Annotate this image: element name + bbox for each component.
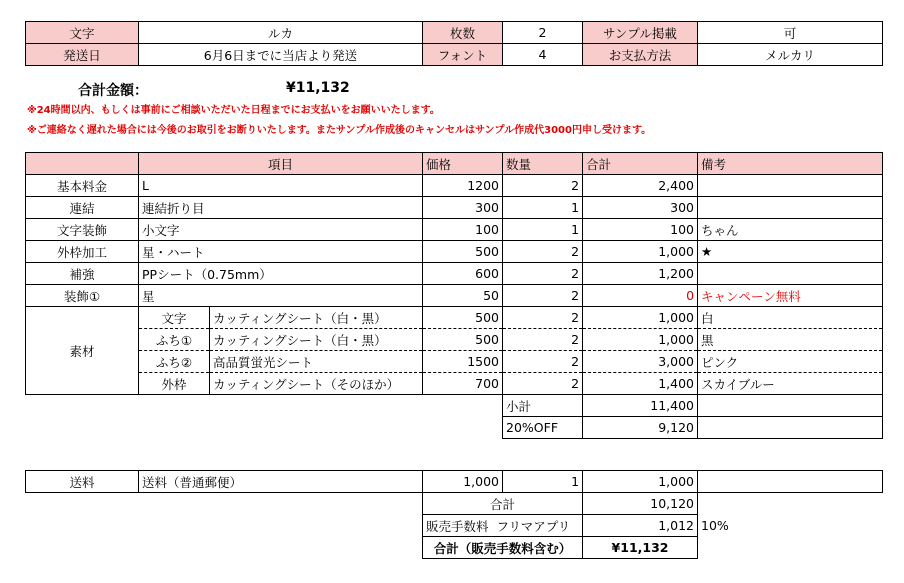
material-row (26, 373, 883, 395)
row-cat: 補強 (26, 263, 139, 285)
row-item: 連結折り目 (139, 197, 423, 219)
row-cat: 外枠加工 (26, 241, 139, 263)
subtotal-label: 小計 (503, 395, 583, 417)
material-item: カッティングシート（そのほか） (210, 373, 423, 395)
label-ship-date: 発送日 (26, 44, 139, 66)
shipping-sum: 1,000 (583, 471, 698, 493)
value-text: ルカ (139, 22, 423, 44)
row-sum: 1,000 (583, 241, 698, 263)
material-price: 500 (423, 329, 503, 351)
material-remarks: ピンク (698, 351, 883, 373)
total-row-label: 合計 (423, 493, 583, 515)
material-sum: 1,000 (583, 329, 698, 351)
material-qty: 2 (503, 351, 583, 373)
fee-row (26, 515, 883, 537)
shipping-qty: 1 (503, 471, 583, 493)
value-ship-date: 6月6日までに当店より発送 (139, 44, 423, 66)
material-item: カッティングシート（白・黒） (210, 329, 423, 351)
header-qty: 数量 (503, 153, 583, 175)
header-price: 価格 (423, 153, 503, 175)
shipping-cat: 送料 (26, 471, 139, 493)
table-row (26, 241, 883, 263)
row-price: 1200 (423, 175, 503, 197)
order-info-table (25, 21, 883, 66)
row-item: L (139, 175, 423, 197)
label-text: 文字 (26, 22, 139, 44)
header-item: 項目 (139, 153, 423, 175)
label-count: 枚数 (423, 22, 503, 44)
table-row (26, 197, 883, 219)
note-payment: ※24時間以内、もしくは事前にご相談いただいた日程までにお支払いをお願いいたします。 (27, 105, 440, 116)
material-qty: 2 (503, 329, 583, 351)
grand-total-label: 合計（販売手数料含む） (423, 537, 583, 559)
row-cat: 基本料金 (26, 175, 139, 197)
value-font: 4 (503, 44, 583, 66)
row-qty: 1 (503, 219, 583, 241)
material-sub: ふち② (139, 351, 210, 373)
row-sum: 300 (583, 197, 698, 219)
shipping-table (25, 470, 883, 559)
discount-label: 20%OFF (503, 417, 583, 439)
table-header (26, 153, 883, 175)
material-qty: 2 (503, 307, 583, 329)
material-sum: 1,000 (583, 307, 698, 329)
table-row (26, 263, 883, 285)
fee-label-sub: フリマアプリ (496, 518, 571, 534)
row-sum: 100 (583, 219, 698, 241)
material-price: 1500 (423, 351, 503, 373)
label-payment: お支払方法 (583, 44, 698, 66)
value-sample: 可 (698, 22, 883, 44)
fee-label (423, 515, 583, 537)
row-qty: 2 (503, 285, 583, 307)
grand-total-row (26, 537, 883, 559)
shipping-price: 1,000 (423, 471, 503, 493)
material-remarks: スカイブルー (698, 373, 883, 395)
row-remarks (698, 197, 883, 219)
material-row (26, 307, 883, 329)
subtotal-value: 11,400 (583, 395, 698, 417)
material-row (26, 329, 883, 351)
row-item: 小文字 (139, 219, 423, 241)
material-sub: ふち① (139, 329, 210, 351)
table-row (26, 219, 883, 241)
row-item: 星 (139, 285, 423, 307)
label-sample: サンプル掲載 (583, 22, 698, 44)
header-sum: 合計 (583, 153, 698, 175)
row-sum: 2,400 (583, 175, 698, 197)
material-sum: 3,000 (583, 351, 698, 373)
fee-rate: 10% (701, 518, 729, 533)
row-qty: 1 (503, 197, 583, 219)
material-price: 700 (423, 373, 503, 395)
discount-row (26, 417, 883, 439)
table-row (26, 285, 883, 307)
item-table (25, 152, 883, 439)
row-remarks (698, 263, 883, 285)
row-qty: 2 (503, 175, 583, 197)
shipping-row (26, 471, 883, 493)
table-row (26, 175, 883, 197)
row-remarks: ちゃん (698, 219, 883, 241)
value-count: 2 (503, 22, 583, 44)
subtotal-row (26, 395, 883, 417)
value-payment: メルカリ (698, 44, 883, 66)
total-label: 合計金額： (78, 83, 148, 99)
row-qty: 2 (503, 263, 583, 285)
material-remarks: 黒 (698, 329, 883, 351)
label-font: フォント (423, 44, 503, 66)
row-cat: 装飾① (26, 285, 139, 307)
row-cat: 文字装飾 (26, 219, 139, 241)
material-item: 高品質蛍光シート (210, 351, 423, 373)
material-cat: 素材 (26, 307, 139, 395)
fee-value: 1,012 (583, 515, 698, 537)
total-row-value: 10,120 (583, 493, 698, 515)
row-remarks (698, 175, 883, 197)
total-row (26, 493, 883, 515)
material-price: 500 (423, 307, 503, 329)
row-qty: 2 (503, 241, 583, 263)
row-sum: 1,200 (583, 263, 698, 285)
material-row (26, 351, 883, 373)
row-item: PPシート（0.75mm） (139, 263, 423, 285)
row-sum: 0 (583, 285, 698, 307)
total-amount: ¥11,132 (286, 80, 350, 96)
row-price: 50 (423, 285, 503, 307)
material-sub: 文字 (139, 307, 210, 329)
note-cancel: ※ご連絡なく遅れた場合には今後のお取引をお断りいたします。またサンプル作成後のキャンセルはサンプル作成代3000円申し受けます。 (27, 125, 652, 136)
row-price: 500 (423, 241, 503, 263)
fee-label-main: 販売手数料 (426, 518, 489, 534)
row-cat: 連結 (26, 197, 139, 219)
material-item: カッティングシート（白・黒） (210, 307, 423, 329)
material-sub: 外枠 (139, 373, 210, 395)
material-qty: 2 (503, 373, 583, 395)
row-price: 600 (423, 263, 503, 285)
row-remarks: ★ (698, 241, 883, 263)
row-price: 300 (423, 197, 503, 219)
row-remarks: キャンペーン無料 (698, 285, 883, 307)
shipping-item: 送料（普通郵便） (139, 471, 423, 493)
row-price: 100 (423, 219, 503, 241)
header-remarks: 備考 (698, 153, 883, 175)
material-remarks: 白 (698, 307, 883, 329)
grand-total-value: ¥11,132 (583, 537, 698, 559)
row-item: 星・ハート (139, 241, 423, 263)
discount-value: 9,120 (583, 417, 698, 439)
material-sum: 1,400 (583, 373, 698, 395)
